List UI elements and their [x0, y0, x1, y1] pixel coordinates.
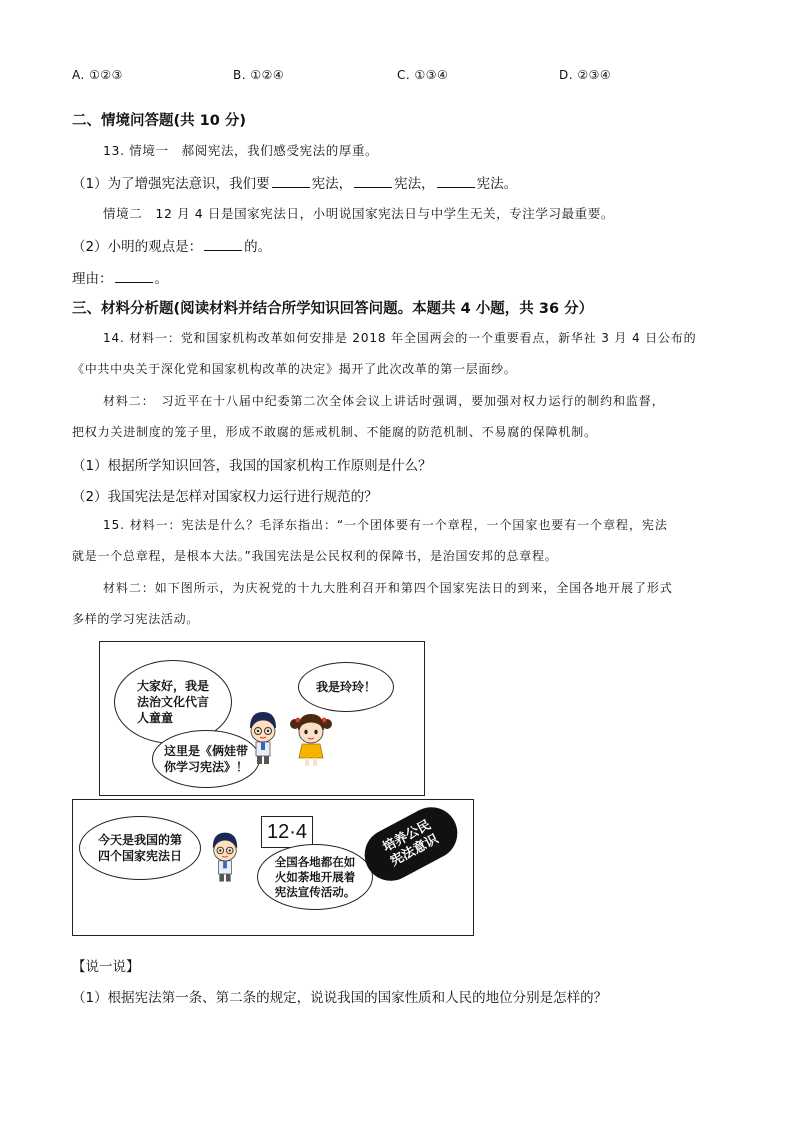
- say-label: 【说一说】: [72, 959, 140, 975]
- q14-question1: （1）根据所学知识回答，我国的国家机构工作原则是什么？: [72, 458, 432, 474]
- speech-bubble-lingling: 我是玲玲！: [298, 662, 394, 712]
- speech-bubble-campaign: 全国各地都在如 火如荼地开展着 宪法宣传活动。: [257, 844, 373, 910]
- boy-character-icon: [246, 710, 280, 768]
- girl-character-icon: [290, 710, 332, 770]
- answer-blank-5: [115, 270, 153, 283]
- speech-bubble-constitution-day: 今天是我国的第 四个国家宪法日: [79, 816, 201, 880]
- option-c: C. ①③④: [397, 68, 449, 82]
- boy-character-icon: [209, 830, 241, 886]
- reason-line: [72, 267, 168, 287]
- q14-material2-line2: 把权力关进制度的笼子里，形成不敢腐的惩戒机制、不能腐的防范机制、不易腐的保障机制。: [72, 425, 597, 439]
- speech-bubble-intro: 大家好，我是 法治文化代言 人童童: [114, 660, 232, 744]
- comic-panel-1: [99, 641, 425, 796]
- option-a: A. ①②③: [72, 68, 123, 82]
- q13-part1: [72, 172, 517, 192]
- section2-heading: 二、情境问答题(共 10 分): [72, 113, 247, 129]
- q13-word1: 宪法，: [311, 176, 353, 192]
- reason-label: 理由：: [72, 271, 113, 287]
- q15-material2-line2: 多样的学习宪法活动。: [72, 612, 200, 626]
- section3-heading: 三、材料分析题(阅读材料并结合所学知识回答问题。本题共 4 小题，共 36 分）: [72, 301, 594, 317]
- q15-material2-line1: 材料二：如下图所示，为庆祝党的十九大胜利召开和第四个国家宪法日的到来，全国各地开展了形式: [103, 581, 673, 595]
- say-question1: （1）根据宪法第一条、第二条的规定，说说我国的国家性质和人民的地位分别是怎样的？: [72, 990, 608, 1006]
- q13-part2-suffix: 的。: [244, 239, 272, 255]
- q13-scene2: 情境二 12 月 4 日是国家宪法日，小明说国家宪法日与中学生无关，专注学习最重要。: [103, 206, 614, 221]
- q13-part2-prefix: （2）小明的观点是：: [72, 239, 203, 255]
- date-sign: 12·4: [261, 816, 313, 848]
- q15-material1-line1: 15. 材料一：宪法是什么？毛泽东指出：“一个团体要有一个章程，一个国家也要有一个章程，宪法: [103, 518, 668, 532]
- option-d: D. ②③④: [559, 68, 612, 82]
- q13-part1-prefix: （1）为了增强宪法意识，我们要: [72, 176, 270, 192]
- q14-material1-line2: 《中共中央关于深化党和国家机构改革的决定》揭开了此次改革的第一层面纱。: [72, 362, 517, 376]
- q13-intro: 13. 情境一 郝阅宪法，我们感受宪法的厚重。: [103, 143, 379, 158]
- option-b: B. ①②④: [233, 68, 285, 82]
- q13-word3: 宪法。: [476, 176, 518, 192]
- q13-word2: 宪法，: [394, 176, 435, 192]
- comic-panel-2: [72, 799, 474, 936]
- answer-blank-3: [437, 175, 475, 188]
- q15-material1-line2: 就是一个总章程，是根本大法。”我国宪法是公民权利的保障书，是治国安邦的总章程。: [72, 549, 558, 563]
- answer-blank-2: [354, 175, 392, 188]
- q14-material1-line1: 14. 材料一：党和国家机构改革如何安排是 2018 年全国两会的一个重要看点，新华社 3 月 4 日公布的: [103, 331, 697, 345]
- reason-suffix: 。: [154, 271, 168, 287]
- slogan-banner: 培养公民 宪法意识: [356, 798, 467, 890]
- q14-question2: （2）我国宪法是怎样对国家权力运行进行规范的？: [72, 489, 378, 505]
- speech-bubble-show-title: 这里是《俩娃带 你学习宪法》！: [152, 730, 260, 788]
- answer-blank-1: [272, 175, 310, 188]
- answer-blank-4: [204, 238, 242, 251]
- q13-part2: [72, 235, 271, 255]
- q14-material2-line1: 材料二： 习近平在十八届中纪委第二次全体会议上讲话时强调，要加强对权力运行的制约和监督，: [103, 394, 665, 408]
